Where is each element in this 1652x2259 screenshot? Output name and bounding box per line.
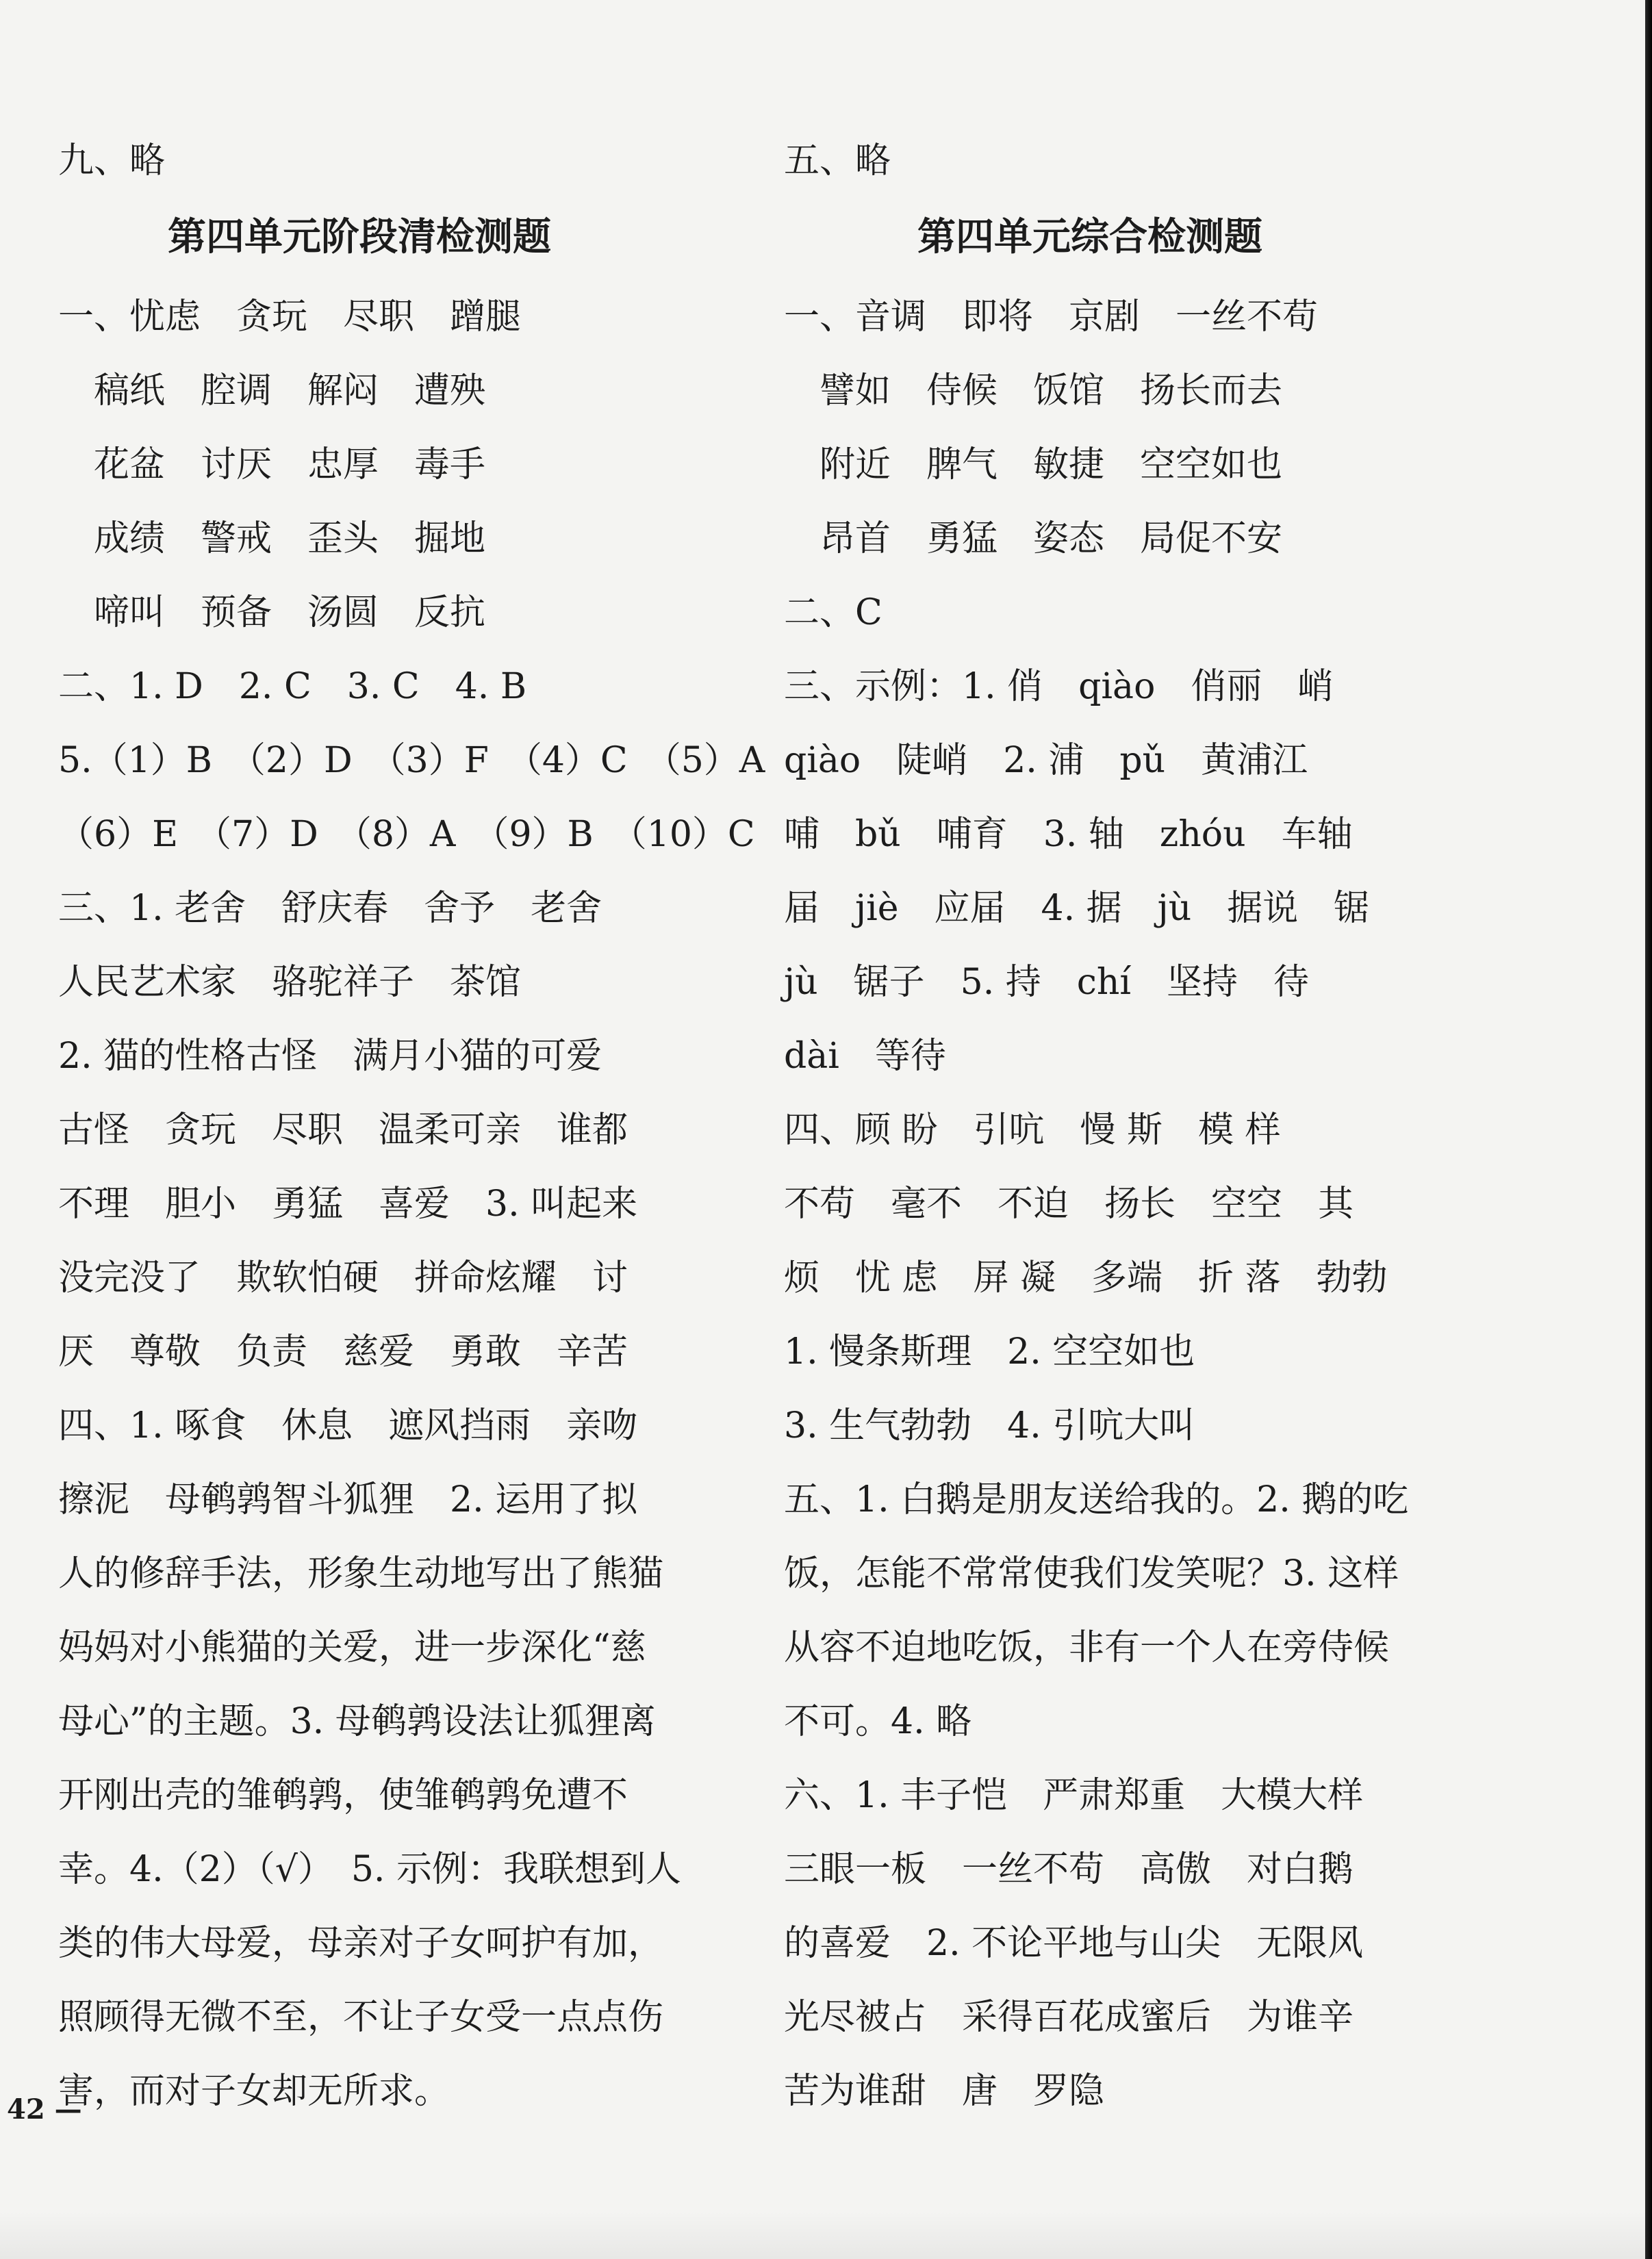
text-line: 一、忧虑 贪玩 尽职 蹭腿 (58, 296, 522, 337)
text-line: 厌 尊敬 负责 慈爱 勇敢 辛苦 (58, 1331, 628, 1373)
text-line: 烦 忧 虑 屏 凝 多端 折 落 勃勃 (784, 1258, 1388, 1299)
text-line: 人的修辞手法，形象生动地写出了熊猫 (58, 1553, 664, 1594)
text-line: 九、略 (58, 140, 166, 181)
text-line: qiào 陡峭 2. 浦 pǔ 黄浦江 (784, 740, 1308, 781)
text-line: 2. 猫的性格古怪 满月小猫的可爱 (58, 1036, 602, 1077)
text-line: 附近 脾气 敏捷 空空如也 (784, 444, 1283, 485)
text-line: 三、示例：1. 俏 qiào 俏丽 峭 (784, 666, 1334, 707)
text-line: 昂首 勇猛 姿态 局促不安 (784, 518, 1283, 559)
text-line: 不可。4. 略 (784, 1701, 972, 1742)
section-title: 第四单元阶段清检测题 (168, 215, 551, 259)
text-line: 3. 生气勃勃 4. 引吭大叫 (784, 1405, 1195, 1446)
text-line: 六、1. 丰子恺 严肃郑重 大模大样 (784, 1775, 1364, 1816)
text-line: 开刚出壳的雏鹌鹑，使雏鹌鹑免遭不 (58, 1775, 628, 1816)
text-line: 照顾得无微不至，不让子女受一点点伤 (58, 1997, 664, 2038)
text-line: 二、C (784, 592, 882, 633)
text-line: （6）E （7）D （8）A （9）B （10）C (58, 814, 755, 855)
text-line: 啼叫 预备 汤圆 反抗 (58, 592, 486, 633)
text-line: 成绩 警戒 歪头 掘地 (58, 518, 486, 559)
text-line: 害，而对子女却无所求。 (58, 2071, 450, 2112)
text-line: dài 等待 (784, 1036, 946, 1077)
text-line: 从容不迫地吃饭，非有一个人在旁侍候 (784, 1627, 1390, 1668)
text-line: 饭，怎能不常常使我们发笑呢？3. 这样 (784, 1553, 1399, 1594)
text-line: 没完没了 欺软怕硬 拼命炫耀 讨 (58, 1258, 628, 1299)
text-line: 妈妈对小熊猫的关爱，进一步深化“慈 (58, 1627, 646, 1668)
page-edge (1645, 0, 1652, 2259)
text-line: 苦为谁甜 唐 罗隐 (784, 2071, 1105, 2112)
text-line: 五、略 (784, 140, 891, 181)
text-line: 花盆 讨厌 忠厚 毒手 (58, 444, 486, 485)
text-line: jù 锯子 5. 持 chí 坚持 待 (784, 962, 1310, 1003)
section-title: 第四单元综合检测题 (917, 215, 1262, 259)
text-line: 稿纸 腔调 解闷 遭殃 (58, 370, 486, 411)
text-line: 母心”的主题。3. 母鹌鹑设法让狐狸离 (58, 1701, 656, 1742)
text-line: 不理 胆小 勇猛 喜爱 3. 叫起来 (58, 1184, 638, 1225)
text-line: 二、1. D 2. C 3. C 4. B (58, 666, 527, 707)
text-line: 擦泥 母鹌鹑智斗狐狸 2. 运用了拟 (58, 1479, 638, 1520)
text-line: 四、1. 啄食 休息 遮风挡雨 亲吻 (58, 1405, 638, 1446)
text-line: 四、顾 盼 引吭 慢 斯 模 样 (784, 1110, 1281, 1151)
text-line: 古怪 贪玩 尽职 温柔可亲 谁都 (58, 1110, 628, 1151)
text-line: 三、1. 老舍 舒庆春 舍予 老舍 (58, 888, 602, 929)
text-line: 5.（1）B （2）D （3）F （4）C （5）A (58, 740, 765, 781)
text-line: 哺 bǔ 哺育 3. 轴 zhóu 车轴 (784, 814, 1353, 855)
text-line: 的喜爱 2. 不论平地与山尖 无限风 (784, 1923, 1364, 1964)
text-line: 类的伟大母爱，母亲对子女呵护有加， (58, 1923, 664, 1964)
text-line: 届 jiè 应届 4. 据 jù 据说 锯 (784, 888, 1370, 929)
page-shadow (0, 2211, 1652, 2259)
text-line: 譬如 侍候 饭馆 扬长而去 (784, 370, 1283, 411)
text-line: 三眼一板 一丝不苟 高傲 对白鹅 (784, 1849, 1354, 1890)
page-number: 42 — (7, 2093, 82, 2126)
text-line: 人民艺术家 骆驼祥子 茶馆 (58, 962, 522, 1003)
text-line: 一、音调 即将 京剧 一丝不苟 (784, 296, 1319, 337)
text-line: 光尽被占 采得百花成蜜后 为谁辛 (784, 1997, 1354, 2038)
text-line: 五、1. 白鹅是朋友送给我的。2. 鹅的吃 (784, 1479, 1409, 1520)
text-line: 幸。4.（2）（√） 5. 示例：我联想到人 (58, 1849, 681, 1890)
text-line: 不苟 毫不 不迫 扬长 空空 其 (784, 1184, 1354, 1225)
text-line: 1. 慢条斯理 2. 空空如也 (784, 1331, 1195, 1373)
